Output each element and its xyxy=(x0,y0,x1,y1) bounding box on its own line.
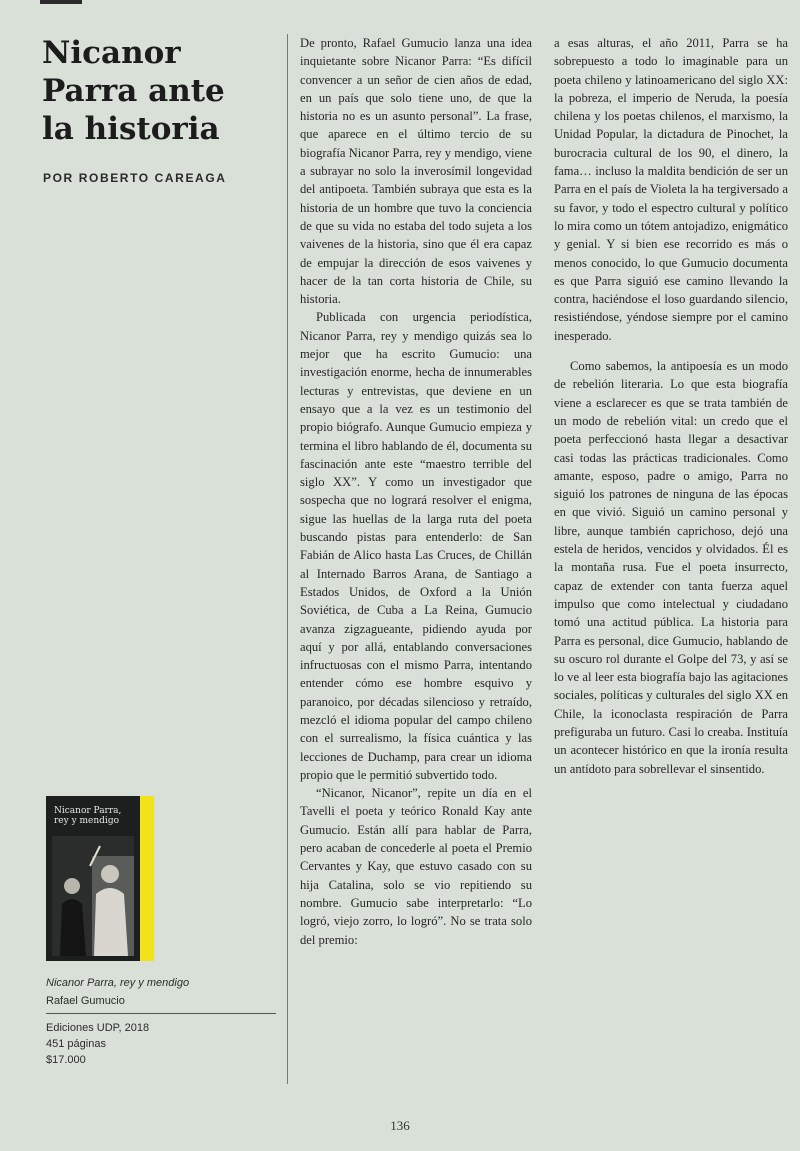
cover-photo-figures xyxy=(52,836,134,956)
body-column-3 xyxy=(554,34,788,778)
section-marker xyxy=(40,0,82,4)
paragraph: “Nicanor, Nicanor”, repite un día en el Tavelli el poeta y teórico Ronald Kay ante Gumucio. Están allí para hablar de Parra, pero acaban de concederle al poeta el Premio Cervantes y Kay, que estuvo casado con su hija Catalina, solo se vio repitiendo su nombre. Gumucio sabe interpretarlo: “Lo logró, viejo zorro, lo logró”. No se trata solo del premio: xyxy=(300,786,532,947)
book-price: $17.000 xyxy=(46,1054,86,1066)
book-cover-title: Nicanor Parra, rey y mendigo xyxy=(54,806,122,826)
book-caption-author: Rafael Gumucio xyxy=(46,995,125,1007)
article-byline: POR ROBERTO CAREAGA xyxy=(43,171,227,185)
caption-divider xyxy=(46,1013,276,1014)
article-title: Nicanor Parra ante la historia xyxy=(42,35,225,147)
column-divider xyxy=(287,34,288,1084)
page-number: 136 xyxy=(390,1118,410,1133)
book-caption-title: Nicanor Parra, rey y mendigo xyxy=(46,977,190,989)
book-pages: 451 páginas xyxy=(46,1038,106,1050)
paragraph: a esas alturas, el año 2011, Parra se ha sobrepuesto a todo lo imaginable para un poeta chileno y latinoamericano del siglo XX: la pobreza, el imperio de Neruda, la poesía chilena y los poetas chilenos, el marxismo, la Unidad Popular, la dictadura de Pinochet, la burocracia cultural de los 90, el dinero, la fama… incluso la maldita bendición de ser un Parra en el país de Violeta la ha tergiversado a su favor, y todo el espectro cultural y político lo mira como un tótem antojadizo, enigmático y genial. Y si bien ese recorrido es más o menos conocido, lo que Gumucio documenta es que Parra siguió ese camino llevando la contra, haciéndose el loso guardando silencio, resistiéndose, yéndose siempre por el camino inesperado. xyxy=(554,36,788,343)
book-caption xyxy=(46,974,276,1010)
book-cover-spine-stripe xyxy=(140,796,154,961)
book-cover-image xyxy=(46,796,154,961)
body-column-2 xyxy=(300,34,532,949)
paragraph: Como sabemos, la antipoesía es un modo de rebelión literaria. Lo que esta biografía viene a esclarecer es que se trata también de un modo de rebelión vital: un credo que el poeta perfeccionó hasta llegar a desactivar casi todas las prácticas tradicionales. Como amante, esposo, padre o amigo, Parra no siguió los patrones de ninguna de las épocas en que vivió. Siguió un camino personal y libre, aunque también caprichoso, dejó una estela de heridos, vencidos y olvidados. Él es la montaña rusa. Fue el poeta insurrecto, capaz de extender con tanta fuerza aquel impulso que como intelectual y ciudadano tomó una actitud pública. La historia para Parra es personal, dice Gumucio, hablando de su oscuro rol durante el Golpe del 73, y así se lo ve al leer esta biografía bajo las agitaciones sociales, políticas y culturales del siglo XX en Chile, la iconoclasta respiración de Parra prefiguraba un futuro. Casi lo creaba. Instituía un acontecer histórico en que la ironía resulta un antídoto para sobrellevar el sinsentido. xyxy=(554,359,788,776)
book-meta xyxy=(46,1020,276,1068)
paragraph: De pronto, Rafael Gumucio lanza una idea inquietante sobre Nicanor Parra: “Es difícil convencer a un señor de cien años de edad, en un país que solo tiene uno, de que la historia no es un asunto personal”. La frase, que aparece en el último tercio de su biografía Nicanor Parra, rey y mendigo, viene a subrayar no solo la inverosímil longevidad del antipoeta. También subraya que esta es la historia de un hombre que tuvo la conciencia de que su vida no estaba del todo sujeta a los vaivenes de la historia, sino que él era capaz de empujar la dirección de esos vaivenes y hacer de la tan corta historia de Chile, su historia. xyxy=(300,36,532,307)
paragraph: Publicada con urgencia periodística, Nicanor Parra, rey y mendigo quizás sea lo mejor que ha escrito Gumucio: una investigación enorme, hecha de innumerables lecturas y entrevistas, que deviene en un ensayo que a la vez es un testimonio del propio biógrafo. Aunque Gumucio empieza y termina el libro hablando de él, documenta su fascinación ante este “maestro terrible del siglo XX”. Y como un investigador que sospecha que no logrará resolver el enigma, sigue las huellas de la larga ruta del poeta buscando pistas para entenderlo: de San Fabián de Alico hasta Las Cruces, de Chillán al Internado Barros Arana, de Santiago a Estados Unidos, de Oxford a la Unión Soviética, de Cuba a La Reina, Gumucio avanza zigzagueante, pidiendo ayuda por aquí y por allá, entablando conversaciones infructuosas con el mismo Parra, intentando entender cómo ese hombre esquivo y paranoico, por décadas silencioso y retraído, mezcló el idioma popular del campo chileno con el surrealismo, la física cuántica y las lecciones de Duchamp, para crear un idioma propio que le permitió subvertido todo. xyxy=(300,310,532,782)
book-publisher: Ediciones UDP, 2018 xyxy=(46,1022,150,1034)
